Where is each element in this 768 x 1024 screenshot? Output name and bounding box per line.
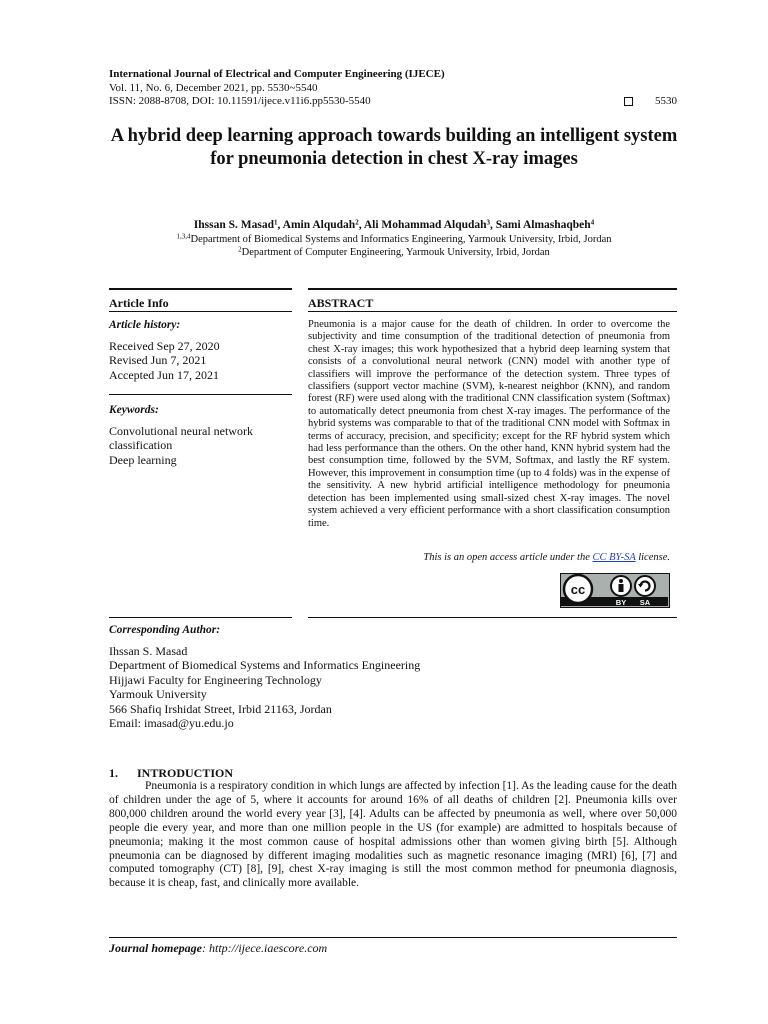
keyword-item: Convolutional neural network: [109, 424, 253, 438]
corresponding-dept: Department of Biomedical Systems and Informatics Engineering: [109, 658, 421, 673]
received-date: Received Sep 27, 2020: [109, 339, 220, 353]
article-history-heading: Article history:: [109, 319, 181, 331]
sa-text: SA: [639, 598, 651, 606]
article-info-sub-rule: [109, 311, 292, 312]
affiliation-1: $^{1,3,4}$Department of Biomedical Systems and Informatics Engineering, Yarmouk University, Irbid, Jordan: [176, 232, 612, 245]
keywords-list: [109, 424, 292, 467]
introduction-heading: [109, 766, 233, 781]
author-sup: 1: [274, 218, 278, 227]
abstract-top-rule: [308, 288, 677, 290]
issn-doi: ISSN: 2088-8708, DOI: 10.11591/ijece.v11i6.pp5530-5540: [109, 95, 371, 107]
homepage-url[interactable]: : http://ijece.iaescore.com: [202, 941, 328, 955]
author-list: Ihssan S. Masad$^1$, Amin Alqudah$^2$, Ali Mohammad Alqudah$^3$, Sami Almashaqbeh$^4$: [193, 218, 595, 231]
author-sup: 3: [486, 218, 491, 227]
paper-title: A hybrid deep learning approach towards building an intelligent system for pneumonia detection in chest X-ray images: [110, 126, 678, 169]
affiliations: [100, 233, 688, 259]
homepage-label: Journal homepage: [109, 941, 203, 955]
section-title: INTRODUCTION: [137, 766, 234, 780]
article-history: [109, 339, 292, 382]
corresponding-heading: Corresponding Author:: [109, 624, 221, 636]
author-name: Amin Alqudah: [282, 219, 356, 231]
keywords-heading: Keywords:: [109, 404, 159, 416]
author-name: Sami Almashaqbeh: [495, 219, 591, 231]
author-sup: 2: [355, 218, 359, 227]
cc-text: cc: [570, 582, 586, 597]
keyword-item: classification: [109, 438, 173, 453]
by-text: BY: [615, 598, 627, 606]
journal-name: International Journal of Electrical and Computer Engineering (IJECE): [109, 68, 445, 80]
history-divider: [109, 394, 292, 395]
cc-by-sa-badge[interactable]: [560, 573, 670, 608]
author-name: Ihssan S. Masad: [193, 219, 275, 231]
corresponding-university: Yarmouk University: [109, 687, 207, 702]
article-info-heading: Article Info: [109, 296, 169, 310]
revised-date: Revised Jun 7, 2021: [109, 353, 207, 368]
author-sup: 4: [590, 218, 595, 227]
section-number: 1.: [109, 766, 118, 780]
abstract-heading: ABSTRACT: [308, 296, 374, 310]
keyword-item: Deep learning: [109, 452, 177, 467]
corresponding-name: Ihssan S. Masad: [109, 644, 188, 658]
footer-rule: [109, 937, 677, 938]
corresponding-faculty: Hijjawi Faculty for Engineering Technology: [109, 672, 322, 687]
article-info-top-rule: [109, 288, 292, 290]
cc-by-sa-link[interactable]: CC BY-SA: [592, 552, 636, 563]
abstract-bottom-rule: [308, 617, 677, 618]
introduction-paragraph: Pneumonia is a respiratory condition in which lungs are affected by infection [1]. As the leading cause for the death of children under the age of 5, where it accounts for around 16% of all deaths of children [2]. Pneumonia kills over 800,000 children around the world every year [3], [4]. Adults can be affected by pneumonia as well, where over 50,000 people die every year, and more than one million people in the US (for example) are admitted to hospitals because of pneumonia; making it the most common cause of hospital admissions other than women giving birth [5]. Although pneumonia can be diagnosed by different imaging modalities such as magnetic resonance imaging (MRI) [6], [7] and computed tomography (CT) [8], [9], chest X-ray imaging is still the most common method for pneumonia diagnosis, because it is cheap, fast, and clinically more available.: [109, 780, 677, 890]
author-name: Ali Mohammad Alqudah: [363, 219, 487, 231]
corresponding-email[interactable]: Email: imasad@yu.edu.jo: [109, 716, 234, 731]
corresponding-details: [109, 644, 559, 730]
corresponding-address: 566 Shafiq Irshidat Street, Irbid 21163, Jordan: [109, 701, 332, 716]
volume-info: Vol. 11, No. 6, December 2021, pp. 5530~5540: [109, 81, 318, 94]
journal-homepage: [109, 941, 327, 956]
square-bullet-icon: [624, 97, 633, 106]
abstract-sub-rule: [308, 311, 677, 312]
accepted-date: Accepted Jun 17, 2021: [109, 367, 219, 382]
article-info-bottom-rule: [109, 617, 292, 618]
page-number: 5530: [655, 95, 677, 107]
affiliation-2: $^2$Department of Computer Engineering, Yarmouk University, Irbid, Jordan: [238, 245, 550, 258]
license-note: This is an open access article under the CC BY-SA license.: [423, 552, 670, 563]
journal-header: [109, 68, 677, 109]
abstract-text: Pneumonia is a major cause for the death of children. In order to overcome the subjectivity and time consumption of the traditional detection of pneumonia from chest X-ray images; this work hypothesized that a hybrid deep learning system that consists of a convolutional neural network (CNN) model with another type of classifiers will improve the performance of the detection system. Three types of classifiers (support vector machine (SVM), k-nearest neighbor (KNN), and random forest (RF) were used along with the traditional CNN classification system (Softmax) to automatically detect pneumonia from chest X-ray images. The performance of the hybrid systems was comparable to that of the traditional CNN model with Softmax in terms of accuracy, precision, and specificity; except for the RF hybrid system which had less performance than the others. On the other hand, KNN hybrid system had the best consumption time, followed by the SVM, Softmax, and lastly the RF system. However, this improvement in consumption time (up to 4 folds) was in the expense of the sensitivity. A new hybrid artificial intelligence methodology for pneumonia detection has been implemented using small-sized chest X-ray images. The novel system achieved a very efficient performance with a short classification consumption time.: [308, 319, 670, 529]
cc-license-icon: [561, 574, 668, 606]
